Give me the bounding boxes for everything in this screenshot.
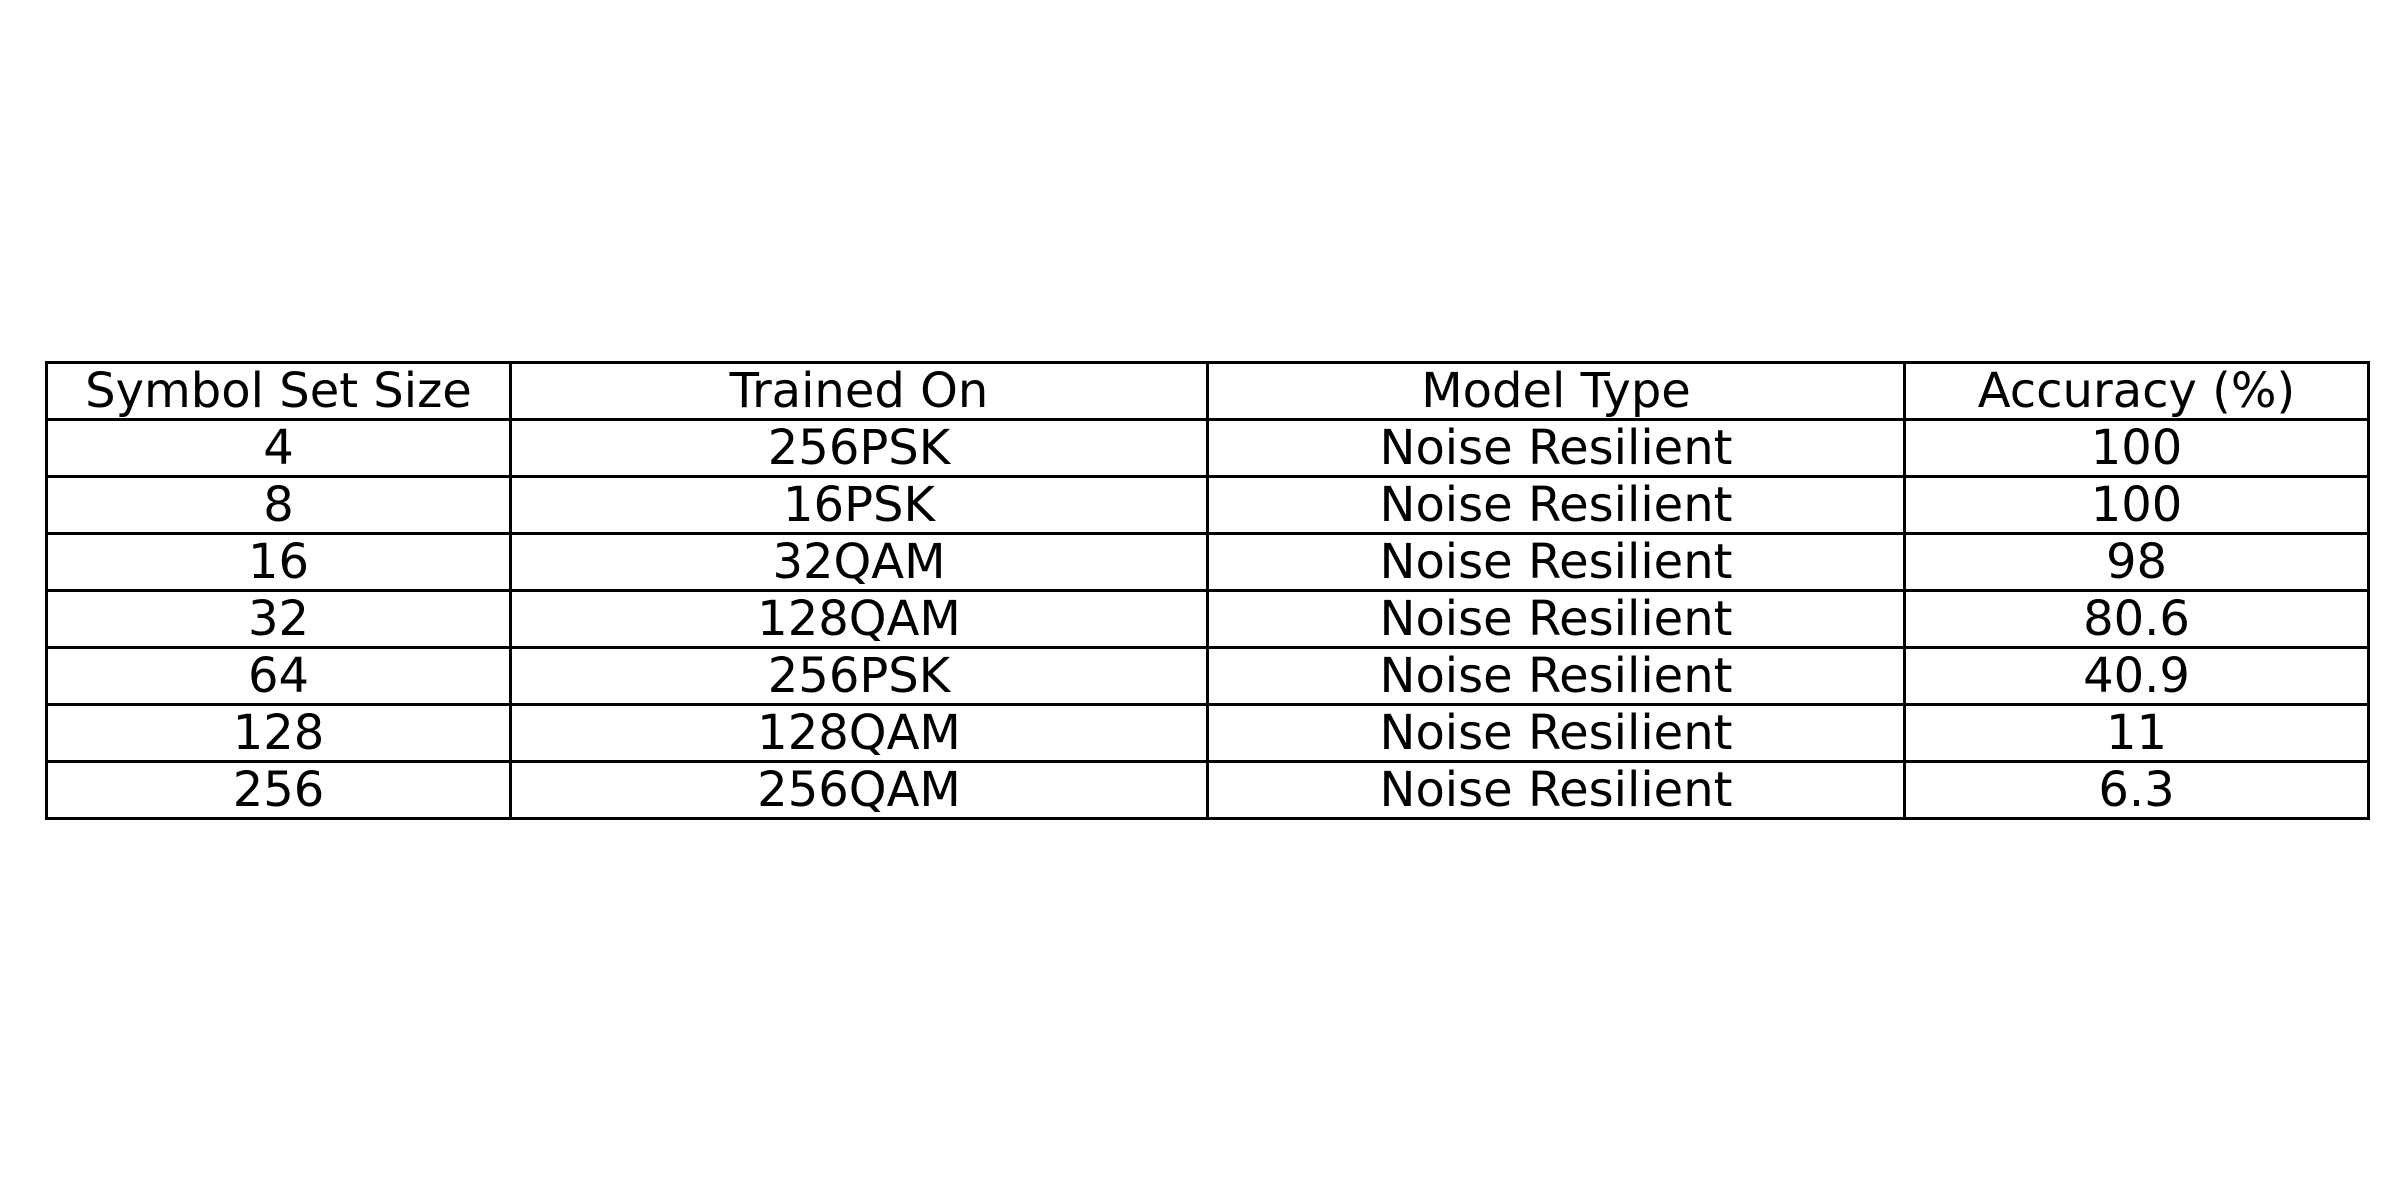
cell-trained-on: 256QAM [511,762,1208,819]
cell-trained-on: 32QAM [511,534,1208,591]
header-row [47,363,2369,420]
cell-accuracy: 100 [1905,477,2369,534]
cell-symbol-set-size: 128 [47,705,511,762]
cell-trained-on: 256PSK [511,420,1208,477]
table-row [47,591,2369,648]
cell-symbol-set-size: 8 [47,477,511,534]
cell-accuracy: 98 [1905,534,2369,591]
table-row [47,534,2369,591]
cell-accuracy: 6.3 [1905,762,2369,819]
cell-symbol-set-size: 256 [47,762,511,819]
cell-accuracy: 80.6 [1905,591,2369,648]
cell-model-type: Noise Resilient [1208,477,1905,534]
cell-accuracy: 11 [1905,705,2369,762]
results-table [45,361,2370,820]
cell-trained-on: 256PSK [511,648,1208,705]
cell-trained-on: 128QAM [511,705,1208,762]
table-row [47,420,2369,477]
cell-model-type: Noise Resilient [1208,591,1905,648]
cell-trained-on: 128QAM [511,591,1208,648]
header-model-type: Model Type [1208,363,1905,420]
cell-symbol-set-size: 4 [47,420,511,477]
cell-symbol-set-size: 16 [47,534,511,591]
cell-accuracy: 40.9 [1905,648,2369,705]
table-row [47,705,2369,762]
cell-symbol-set-size: 64 [47,648,511,705]
cell-model-type: Noise Resilient [1208,648,1905,705]
table-row [47,762,2369,819]
header-symbol-set-size: Symbol Set Size [47,363,511,420]
cell-accuracy: 100 [1905,420,2369,477]
cell-model-type: Noise Resilient [1208,420,1905,477]
cell-model-type: Noise Resilient [1208,762,1905,819]
table-body [47,420,2369,819]
results-table-container [45,361,2367,820]
cell-model-type: Noise Resilient [1208,534,1905,591]
header-trained-on: Trained On [511,363,1208,420]
table-row [47,477,2369,534]
cell-model-type: Noise Resilient [1208,705,1905,762]
cell-trained-on: 16PSK [511,477,1208,534]
cell-symbol-set-size: 32 [47,591,511,648]
table-row [47,648,2369,705]
table-header [47,363,2369,420]
header-accuracy: Accuracy (%) [1905,363,2369,420]
